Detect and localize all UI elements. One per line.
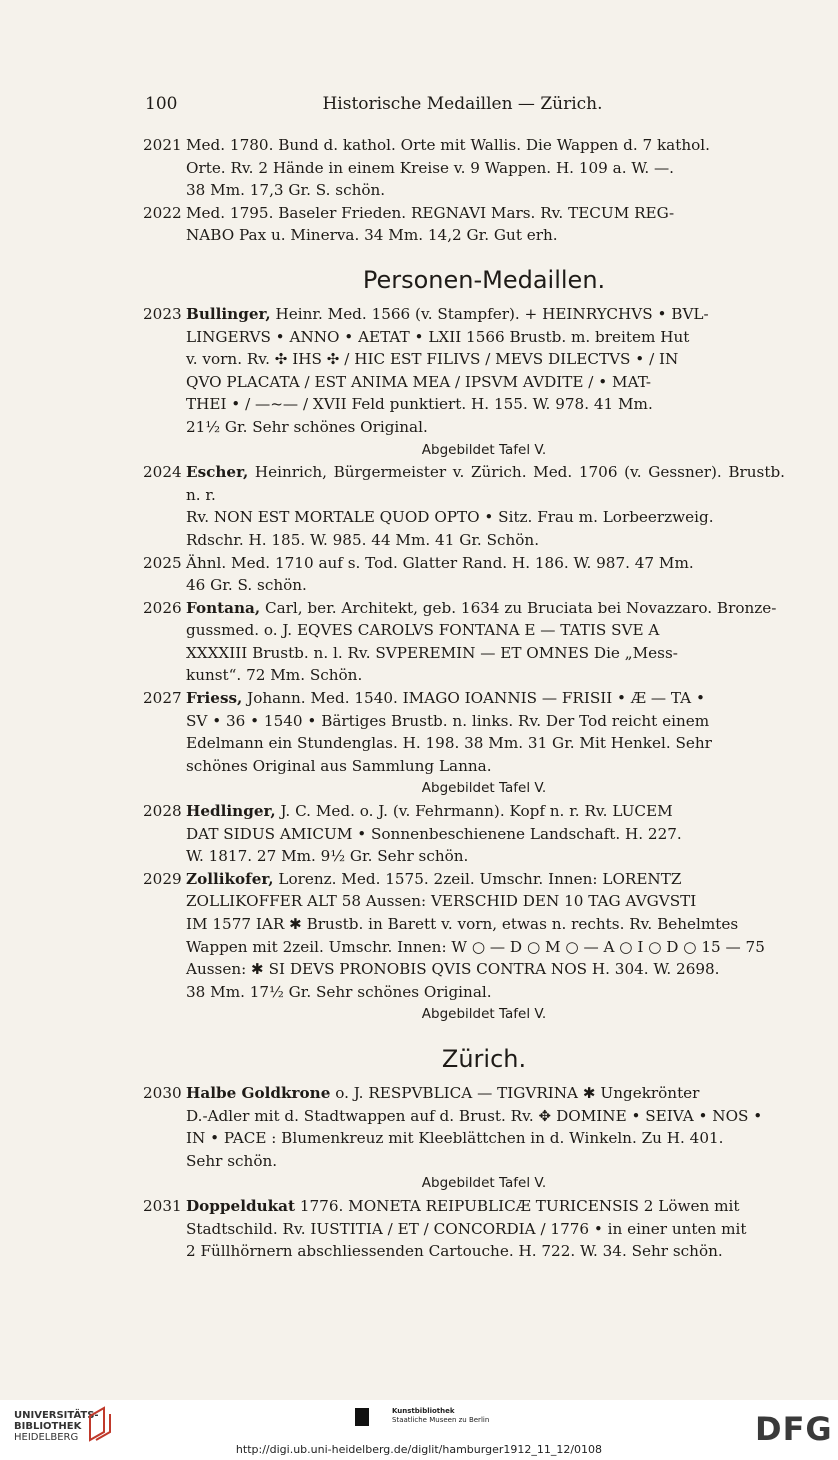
entry-line	[186, 687, 785, 710]
entry-line-text: Med. 1795. Baseler Frieden. REGNAVI Mars. Rv. TECUM REG-	[186, 203, 675, 222]
entry-line	[186, 1105, 785, 1128]
entry-number: 2023	[143, 304, 182, 323]
dfg-logo[interactable]: DFG	[755, 1410, 833, 1448]
entry-text	[186, 597, 785, 687]
entry-line-text: Sehr schön.	[186, 1151, 278, 1170]
uni-line: BIBLIOTHEK	[14, 1421, 82, 1432]
entry-line-text: 1776. MONETA REIPUBLICÆ TURICENSIS 2 Löwen mit	[295, 1196, 740, 1215]
entry-line	[186, 664, 785, 687]
entry-line-text: Wappen mit 2zeil. Umschr. Innen: W ○ — D ○ M ○ — A ○ I ○ D ○ 15 — 75	[186, 937, 765, 956]
catalogue-entry	[143, 1195, 785, 1263]
entry-line-text: J. C. Med. o. J. (v. Fehrmann). Kopf n. r. Rv. LUCEM	[275, 802, 673, 821]
entry-line	[186, 1195, 785, 1218]
entry-number: 2031	[143, 1196, 182, 1215]
entry-text	[186, 1082, 785, 1172]
entry-line-text: Stadtschild. Rv. IUSTITIA / ET / CONCORDIA / 1776 • in einer unten mit	[186, 1219, 747, 1238]
section-heading: Personen-Medaillen.	[362, 265, 606, 294]
catalogue-text	[143, 134, 785, 1263]
running-header	[145, 94, 780, 120]
entry-line-text: schönes Original aus Sammlung Lanna.	[186, 756, 492, 775]
entry-line	[186, 1218, 785, 1241]
entry-line-text: Aussen: ✱ SI DEVS PRONOBIS QVIS CONTRA NOS H. 304. W. 2698.	[186, 960, 720, 979]
entry-text	[186, 202, 785, 247]
entry-line-text: Lorenz. Med. 1575. 2zeil. Umschr. Innen: LORENTZ	[273, 869, 682, 888]
entry-line	[186, 642, 785, 665]
entry-line-text: Johann. Med. 1540. IMAGO IOANNIS — FRISII • Æ — TA •	[242, 689, 705, 708]
entry-line	[186, 326, 785, 349]
entry-line-text: DAT SIDUS AMICUM • Sonnenbeschienene Landschaft. H. 227.	[186, 824, 682, 843]
entry-line	[186, 134, 785, 157]
entry-line	[186, 958, 785, 981]
entry-line-text: o. J. RESPVBLICA — TIGVRINA ✱ Ungekrönter	[330, 1083, 700, 1102]
page-number: 100	[145, 94, 178, 114]
entry-line	[186, 936, 785, 959]
catalogue-entry	[143, 868, 785, 1004]
entry-line-text: 38 Mm. 17½ Gr. Sehr schönes Original.	[186, 982, 492, 1001]
entry-line-text: Rdschr. H. 185. W. 985. 44 Mm. 41 Gr. Schön.	[186, 530, 540, 549]
entry-name: Bullinger,	[186, 304, 271, 323]
entry-line	[186, 800, 785, 823]
entry-line-text: 2 Füllhörnern abschliessenden Cartouche. H. 722. W. 34. Sehr schön.	[186, 1242, 723, 1261]
catalogue-entry	[143, 134, 785, 202]
entry-name: Hedlinger,	[186, 802, 276, 821]
entry-line-text: Heinrich, Bürgermeister v. Zürich. Med. 1706 (v. Gessner). Brustb. n. r.	[186, 463, 785, 504]
entry-name: Friess,	[186, 689, 243, 708]
entry-line	[186, 416, 785, 439]
illustration-note: Abgebildet Tafel V.	[421, 780, 547, 797]
entry-name: Halbe Goldkrone	[186, 1083, 331, 1102]
uni-line: UNIVERSITÄTS-	[14, 1410, 99, 1421]
illustration-note: Abgebildet Tafel V.	[421, 1175, 547, 1192]
permalink-url[interactable]: http://digi.ub.uni-heidelberg.de/diglit/hamburger1912_11_12/0108	[235, 1443, 603, 1456]
entry-name: Fontana,	[186, 598, 261, 617]
entry-number: 2029	[143, 869, 182, 888]
uni-line: HEIDELBERG	[14, 1432, 79, 1443]
entry-line	[186, 710, 785, 733]
entry-line-text: Edelmann ein Stundenglas. H. 198. 38 Mm. 31 Gr. Mit Henkel. Sehr	[186, 734, 712, 753]
entry-line	[186, 506, 785, 529]
entry-line-text: 46 Gr. S. schön.	[186, 576, 307, 595]
entry-line	[186, 393, 785, 416]
entry-number: 2028	[143, 802, 182, 821]
catalogue-entry	[143, 303, 785, 439]
entry-line	[186, 574, 785, 597]
entry-line-text: XXXXIII Brustb. n. l. Rv. SVPEREMIN — ET OMNES Die „Mess-	[186, 643, 678, 662]
entry-line	[186, 1240, 785, 1263]
entry-line	[186, 303, 785, 326]
entry-line-text: Carl, ber. Architekt, geb. 1634 zu Bruciata bei Novazzaro. Bronze-	[260, 598, 777, 617]
entry-line	[186, 981, 785, 1004]
entry-line	[186, 823, 785, 846]
entry-line	[186, 461, 785, 506]
entry-number: 2022	[143, 203, 182, 222]
entry-name: Escher,	[186, 463, 249, 482]
entry-line-text: Ähnl. Med. 1710 auf s. Tod. Glatter Rand. H. 186. W. 987. 47 Mm.	[186, 553, 694, 572]
entry-line-text: 38 Mm. 17,3 Gr. S. schön.	[186, 181, 386, 200]
entry-line-text: IN • PACE : Blumenkreuz mit Kleeblättchen in d. Winkeln. Zu H. 401.	[186, 1129, 724, 1148]
kb-line: Staatliche Museen zu Berlin	[392, 1416, 490, 1424]
illustration-note: Abgebildet Tafel V.	[421, 441, 547, 458]
entry-line	[186, 732, 785, 755]
entry-line	[186, 348, 785, 371]
entry-line	[186, 157, 785, 180]
entry-number: 2027	[143, 689, 182, 708]
entry-line-text: LINGERVS • ANNO • AETAT • LXII 1566 Brustb. m. breitem Hut	[186, 327, 690, 346]
entry-line-text: v. vorn. Rv. ✣ IHS ✣ / HIC EST FILIVS / MEVS DILECTVS • / IN	[186, 350, 679, 369]
entry-number: 2024	[143, 463, 182, 482]
entry-line	[186, 913, 785, 936]
entry-line	[186, 371, 785, 394]
entry-line	[186, 1127, 785, 1150]
entry-text	[186, 303, 785, 439]
catalogue-entry	[143, 687, 785, 777]
entry-line-text: SV • 36 • 1540 • Bärtiges Brustb. n. links. Rv. Der Tod reicht einem	[186, 711, 710, 730]
catalogue-entry	[143, 1082, 785, 1172]
entry-line-text: QVO PLACATA / EST ANIMA MEA / IPSVM AVDITE / • MAT-	[186, 372, 652, 391]
entry-line-text: Orte. Rv. 2 Hände in einem Kreise v. 9 Wappen. H. 109 a. W. —.	[186, 158, 674, 177]
entry-name: Zollikofer,	[186, 869, 274, 888]
entry-line	[186, 1082, 785, 1105]
entry-line	[186, 1150, 785, 1173]
catalogue-entry	[143, 461, 785, 551]
kunstbibliothek-logo[interactable]	[358, 1407, 489, 1425]
entry-line	[186, 868, 785, 891]
entry-line	[186, 890, 785, 913]
entry-line	[186, 845, 785, 868]
entry-line	[186, 552, 785, 575]
entry-number: 2025	[143, 553, 182, 572]
entry-line-text: Heinr. Med. 1566 (v. Stampfer). + HEINRYCHVS • BVL-	[270, 304, 709, 323]
catalogue-entry	[143, 202, 785, 247]
entry-line	[186, 529, 785, 552]
entry-text	[186, 134, 785, 202]
entry-text	[186, 800, 785, 868]
entry-line	[186, 597, 785, 620]
entry-text	[186, 1195, 785, 1263]
entry-line	[186, 619, 785, 642]
kb-line: Kunstbibliothek	[392, 1407, 455, 1415]
catalogue-entry	[143, 552, 785, 597]
entry-number: 2030	[143, 1083, 182, 1102]
entry-text	[186, 552, 785, 597]
entry-line-text: Rv. NON EST MORTALE QUOD OPTO • Sitz. Frau m. Lorbeerzweig.	[186, 508, 714, 527]
entry-line-text: 21½ Gr. Sehr schönes Original.	[186, 417, 428, 436]
catalogue-entry	[143, 597, 785, 687]
entry-number: 2021	[143, 136, 182, 154]
running-title: Historische Medaillen — Zürich.	[322, 94, 603, 114]
entry-text	[186, 461, 785, 551]
entry-line-text: NABO Pax u. Minerva. 34 Mm. 14,2 Gr. Gut erh.	[186, 226, 558, 245]
entry-line	[186, 202, 785, 225]
illustration-note: Abgebildet Tafel V.	[421, 1006, 547, 1023]
entry-line	[186, 179, 785, 202]
entry-line-text: W. 1817. 27 Mm. 9½ Gr. Sehr schön.	[186, 847, 469, 866]
entry-text	[186, 687, 785, 777]
section-heading: Zürich.	[441, 1044, 527, 1073]
uni-emblem-icon	[86, 1406, 116, 1442]
entry-line-text: THEI • / —~— / XVII Feld punktiert. H. 155. W. 978. 41 Mm.	[186, 395, 653, 414]
catalogue-entry	[143, 800, 785, 868]
entry-line-text: Med. 1780. Bund d. kathol. Orte mit Wallis. Die Wappen d. 7 kathol.	[186, 136, 710, 154]
entry-line	[186, 755, 785, 778]
entry-line-text: ZOLLIKOFFER ALT 58 Aussen: VERSCHID DEN 10 TAG AVGVSTI	[186, 892, 697, 911]
entry-text	[186, 868, 785, 1004]
entry-line-text: kunst“. 72 Mm. Schön.	[186, 666, 363, 685]
entry-name: Doppeldukat	[186, 1196, 296, 1215]
entry-line-text: gussmed. o. J. EQVES CAROLVS FONTANA E — TATIS SVE A	[186, 621, 660, 640]
entry-line-text: D.-Adler mit d. Stadtwappen auf d. Brust. Rv. ✥ DOMINE • SEIVA • NOS •	[186, 1106, 763, 1125]
entry-line	[186, 224, 785, 247]
entry-number: 2026	[143, 598, 182, 617]
entry-line-text: IM 1577 IAR ✱ Brustb. in Barett v. vorn, etwas n. rechts. Rv. Behelmtes	[186, 915, 739, 933]
